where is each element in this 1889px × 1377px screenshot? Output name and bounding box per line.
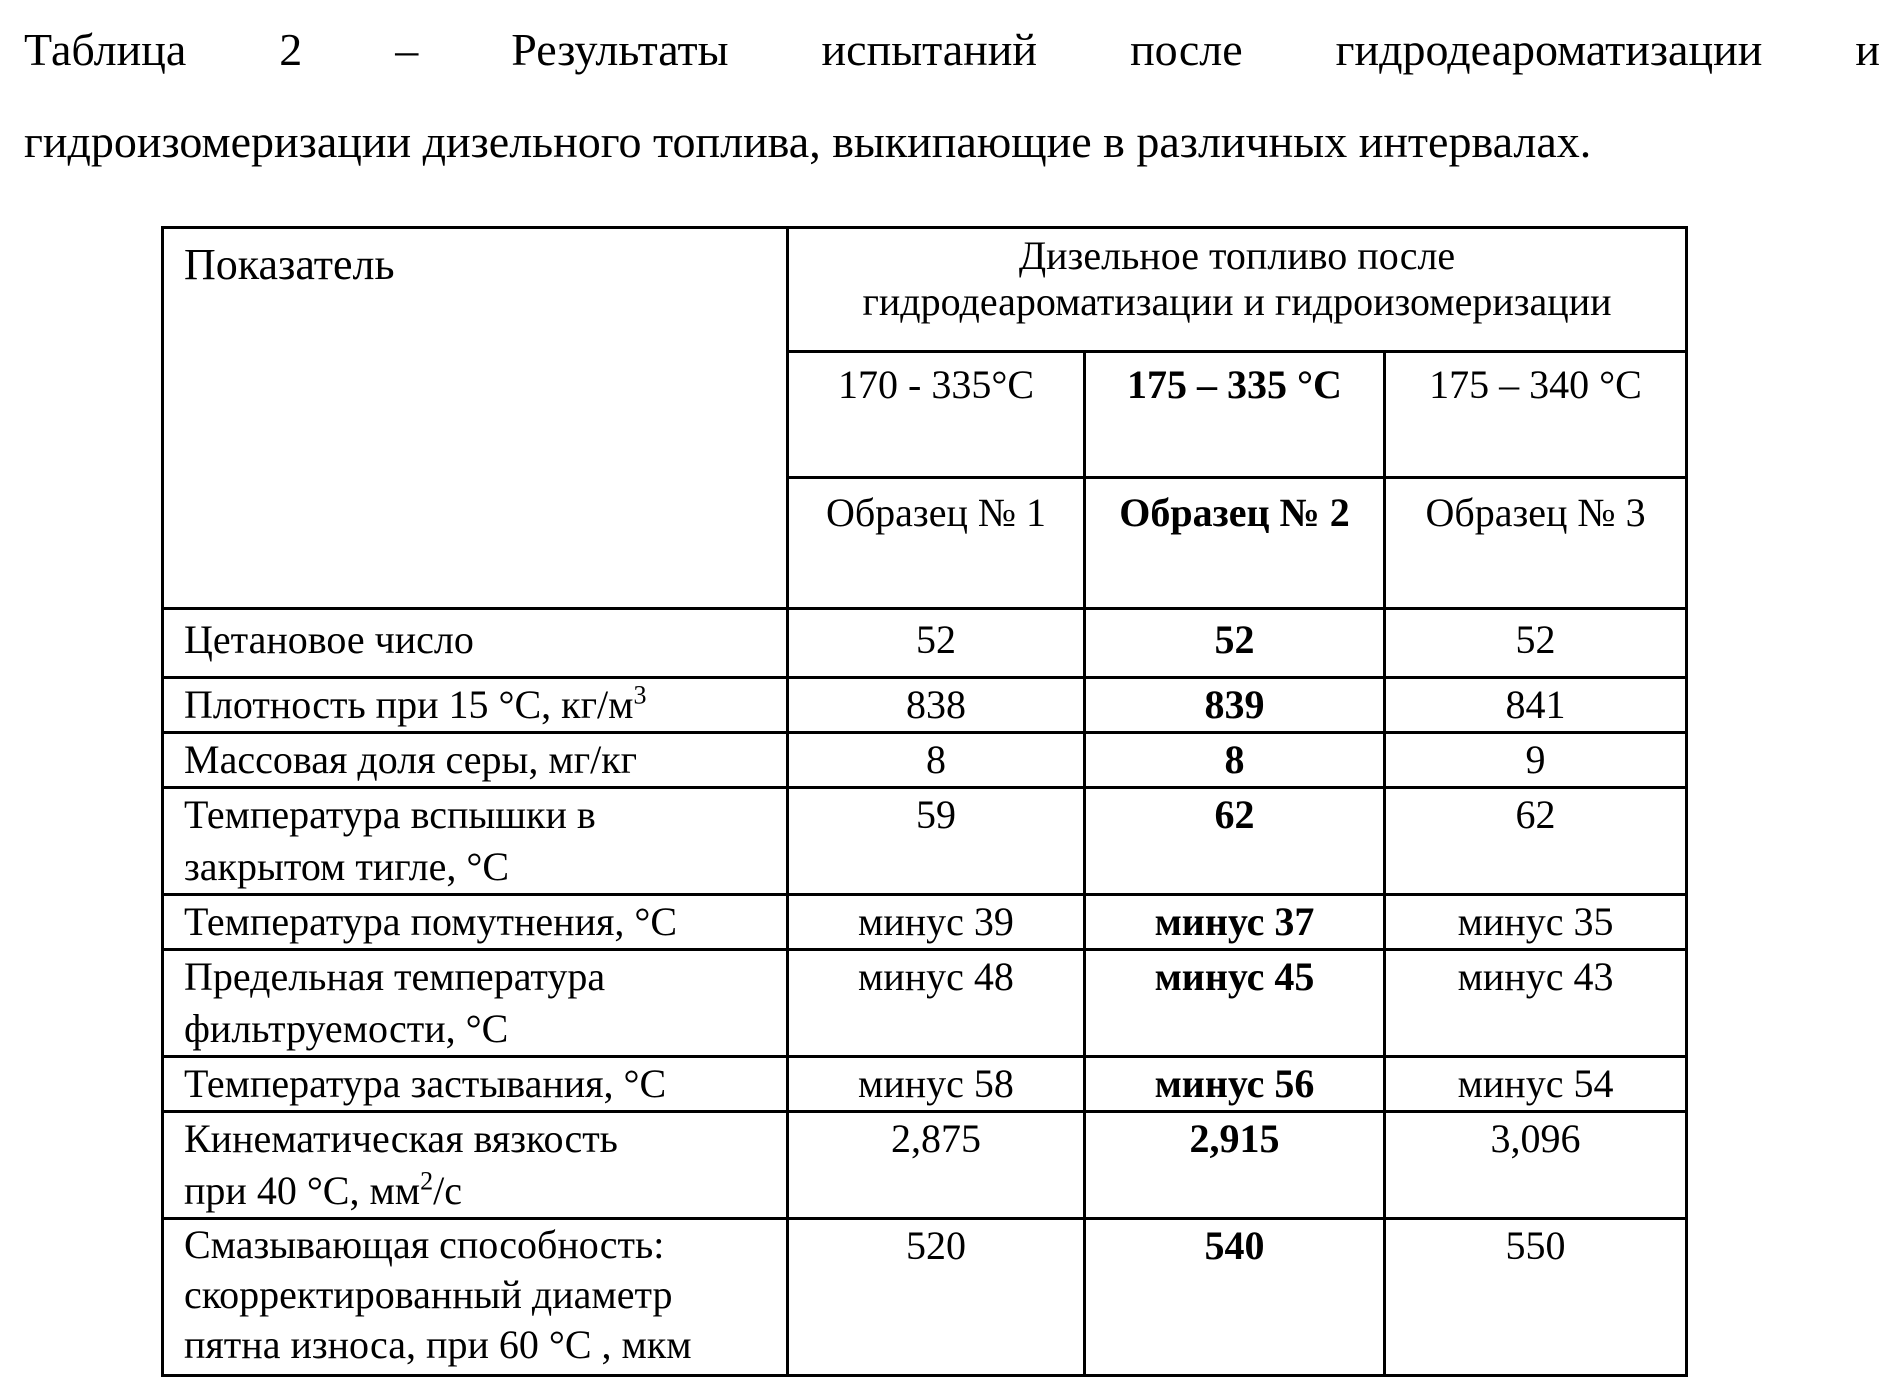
caption-word: Результаты — [511, 24, 729, 75]
row-label-line-2-text: при 40 °С, мм — [184, 1168, 421, 1213]
cell-sample-2: 540 — [1085, 1219, 1385, 1376]
header-group-line-1: Дизельное топливо после — [1018, 233, 1456, 278]
cell-sample-2: 62 — [1085, 788, 1385, 895]
cell-sample-2: 8 — [1085, 733, 1385, 788]
caption-word: Таблица — [24, 24, 187, 75]
table-row — [163, 1112, 1687, 1219]
row-label-text: Температура застывания, °С — [184, 1061, 667, 1106]
row-label — [163, 895, 788, 950]
table-caption — [24, 4, 1880, 188]
cell-sample-2: минус 56 — [1085, 1057, 1385, 1112]
cell-sample-2: 839 — [1085, 678, 1385, 733]
cell-sample-1: 838 — [788, 678, 1085, 733]
header-indicator: Показатель — [163, 228, 788, 609]
cell-sample-1: 2,875 — [788, 1112, 1085, 1219]
row-label-line-2 — [184, 1165, 786, 1217]
results-table — [161, 226, 1688, 1377]
cell-sample-3: минус 54 — [1385, 1057, 1687, 1112]
header-group — [788, 228, 1687, 352]
header-range-1: 170 - 335°С — [788, 352, 1085, 478]
row-label-superscript: 2 — [420, 1166, 434, 1196]
row-label — [163, 1219, 788, 1376]
row-label-line-2: скорректированный диаметр — [184, 1272, 673, 1317]
cell-sample-2: 2,915 — [1085, 1112, 1385, 1219]
cell-sample-3: 52 — [1385, 609, 1687, 678]
cell-sample-3: 3,096 — [1385, 1112, 1687, 1219]
cell-sample-1: минус 39 — [788, 895, 1085, 950]
row-label-superscript: 3 — [633, 680, 647, 710]
cell-sample-3: 550 — [1385, 1219, 1687, 1376]
row-label — [163, 1057, 788, 1112]
caption-word: испытаний — [821, 24, 1038, 75]
table-row — [163, 733, 1687, 788]
row-label-text: Массовая доля серы, мг/кг — [184, 737, 638, 782]
row-label-text: Плотность при 15 °С, кг/м — [184, 682, 634, 727]
caption-line-1 — [24, 4, 1880, 96]
row-label-line-3: пятна износа, при 60 °С , мкм — [184, 1322, 692, 1367]
cell-sample-1: 59 — [788, 788, 1085, 895]
row-label — [163, 733, 788, 788]
cell-sample-3: минус 43 — [1385, 950, 1687, 1057]
cell-sample-3: 9 — [1385, 733, 1687, 788]
header-range-3: 175 – 340 °С — [1385, 352, 1687, 478]
row-label-line-2: фильтруемости, °С — [184, 1006, 509, 1051]
header-sample-2: Образец № 2 — [1085, 478, 1385, 609]
table-row — [163, 678, 1687, 733]
header-sample-1: Образец № 1 — [788, 478, 1085, 609]
row-label — [163, 1112, 788, 1219]
row-label-line-1: Смазывающая способность: — [184, 1222, 665, 1267]
caption-word: после — [1130, 24, 1243, 75]
header-group-line-2: гидродеароматизации и гидроизомеризации — [862, 279, 1612, 324]
row-label — [163, 678, 788, 733]
caption-word: гидродеароматизации — [1335, 24, 1763, 75]
table-row — [163, 1057, 1687, 1112]
cell-sample-1: 8 — [788, 733, 1085, 788]
table-row — [163, 950, 1687, 1057]
caption-word: 2 — [279, 24, 303, 75]
cell-sample-3: 841 — [1385, 678, 1687, 733]
row-label-line-1: Кинематическая вязкость — [184, 1116, 618, 1161]
row-label — [163, 950, 788, 1057]
caption-line-2: гидроизомеризации дизельного топлива, выкипающие в различных интервалах. — [24, 116, 1592, 167]
table-row — [163, 609, 1687, 678]
table-row — [163, 1219, 1687, 1376]
cell-sample-2: минус 37 — [1085, 895, 1385, 950]
header-sample-3: Образец № 3 — [1385, 478, 1687, 609]
cell-sample-1: минус 48 — [788, 950, 1085, 1057]
caption-word: – — [395, 24, 419, 75]
cell-sample-3: 62 — [1385, 788, 1687, 895]
row-label-text: Цетановое число — [184, 617, 474, 662]
cell-sample-2: 52 — [1085, 609, 1385, 678]
row-label-line-1: Температура вспышки в — [184, 792, 596, 837]
header-range-2: 175 – 335 °С — [1085, 352, 1385, 478]
cell-sample-2: минус 45 — [1085, 950, 1385, 1057]
caption-word: и — [1855, 24, 1880, 75]
cell-sample-3: минус 35 — [1385, 895, 1687, 950]
row-label-text: Температура помутнения, °С — [184, 899, 678, 944]
table-row — [163, 895, 1687, 950]
row-label-line-2: закрытом тигле, °С — [184, 844, 510, 889]
row-label — [163, 609, 788, 678]
row-label — [163, 788, 788, 895]
cell-sample-1: 52 — [788, 609, 1085, 678]
cell-sample-1: минус 58 — [788, 1057, 1085, 1112]
cell-sample-1: 520 — [788, 1219, 1085, 1376]
row-label-suffix: /с — [433, 1168, 462, 1213]
table-row — [163, 788, 1687, 895]
row-label-line-1: Предельная температура — [184, 954, 606, 999]
